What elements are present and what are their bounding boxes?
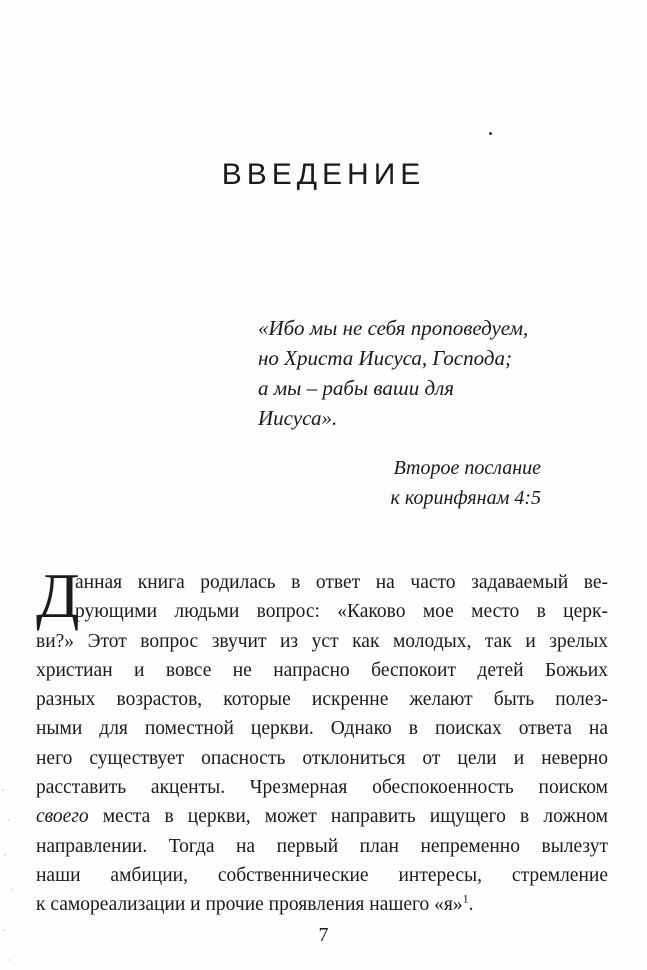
paragraph-line: направлении. Тогда на первый план непременно вылезут <box>36 835 608 857</box>
paragraph-line: наши амбиции, собственнические интересы, стремление <box>36 864 608 886</box>
line-text: места в церкви, может направить ищущего в ложном <box>88 806 608 828</box>
epigraph-source <box>391 453 541 513</box>
paragraph-line: рующими людьми вопрос: «Каково мое место в церк- <box>75 601 608 623</box>
epigraph-source-line: Второе послание <box>393 457 541 479</box>
paragraph-line: ными для поместной церкви. Однако в поисках ответа на <box>36 718 608 740</box>
paragraph-line: анная книга родилась в ответ на часто задаваемый ве- <box>75 572 608 593</box>
body-paragraph <box>36 560 608 920</box>
epigraph-line: Иисуса». <box>258 406 338 430</box>
epigraph-quote <box>258 313 588 433</box>
epigraph-line: а мы – рабы ваши для <box>258 376 455 400</box>
print-speck <box>489 132 492 135</box>
paragraph-line: христиан и вовсе не напрасно беспокоит детей Божьих <box>36 659 608 681</box>
epigraph-line: но Христа Иисуса, Господа; <box>258 346 512 370</box>
epigraph-line: «Ибо мы не себя проповедуем, <box>258 316 529 340</box>
epigraph-source-line: к коринфянам 4:5 <box>390 487 541 509</box>
italic-word: своего <box>36 806 89 828</box>
page-number: 7 <box>318 924 329 946</box>
drop-cap: Д <box>36 560 80 631</box>
paragraph-line <box>36 802 608 831</box>
paragraph-line: ви?» Этот вопрос звучит из уст как молодых, так и зрелых <box>36 630 608 652</box>
paragraph-line: расставить акценты. Чрезмерная обеспокоенность поиском <box>36 777 608 799</box>
paragraph-line: разных возрастов, которые искренне желают быть полез- <box>36 689 608 711</box>
line-text: к самореализации и прочие проявления нашего «я» <box>36 894 463 916</box>
paragraph-line: него существует опасность отклониться от цели и неверно <box>36 747 608 769</box>
paragraph-line <box>36 890 608 919</box>
footnote-marker[interactable]: 1 <box>462 891 469 906</box>
line-end: . <box>468 894 474 916</box>
chapter-title: ВВЕДЕНИЕ <box>221 158 426 191</box>
